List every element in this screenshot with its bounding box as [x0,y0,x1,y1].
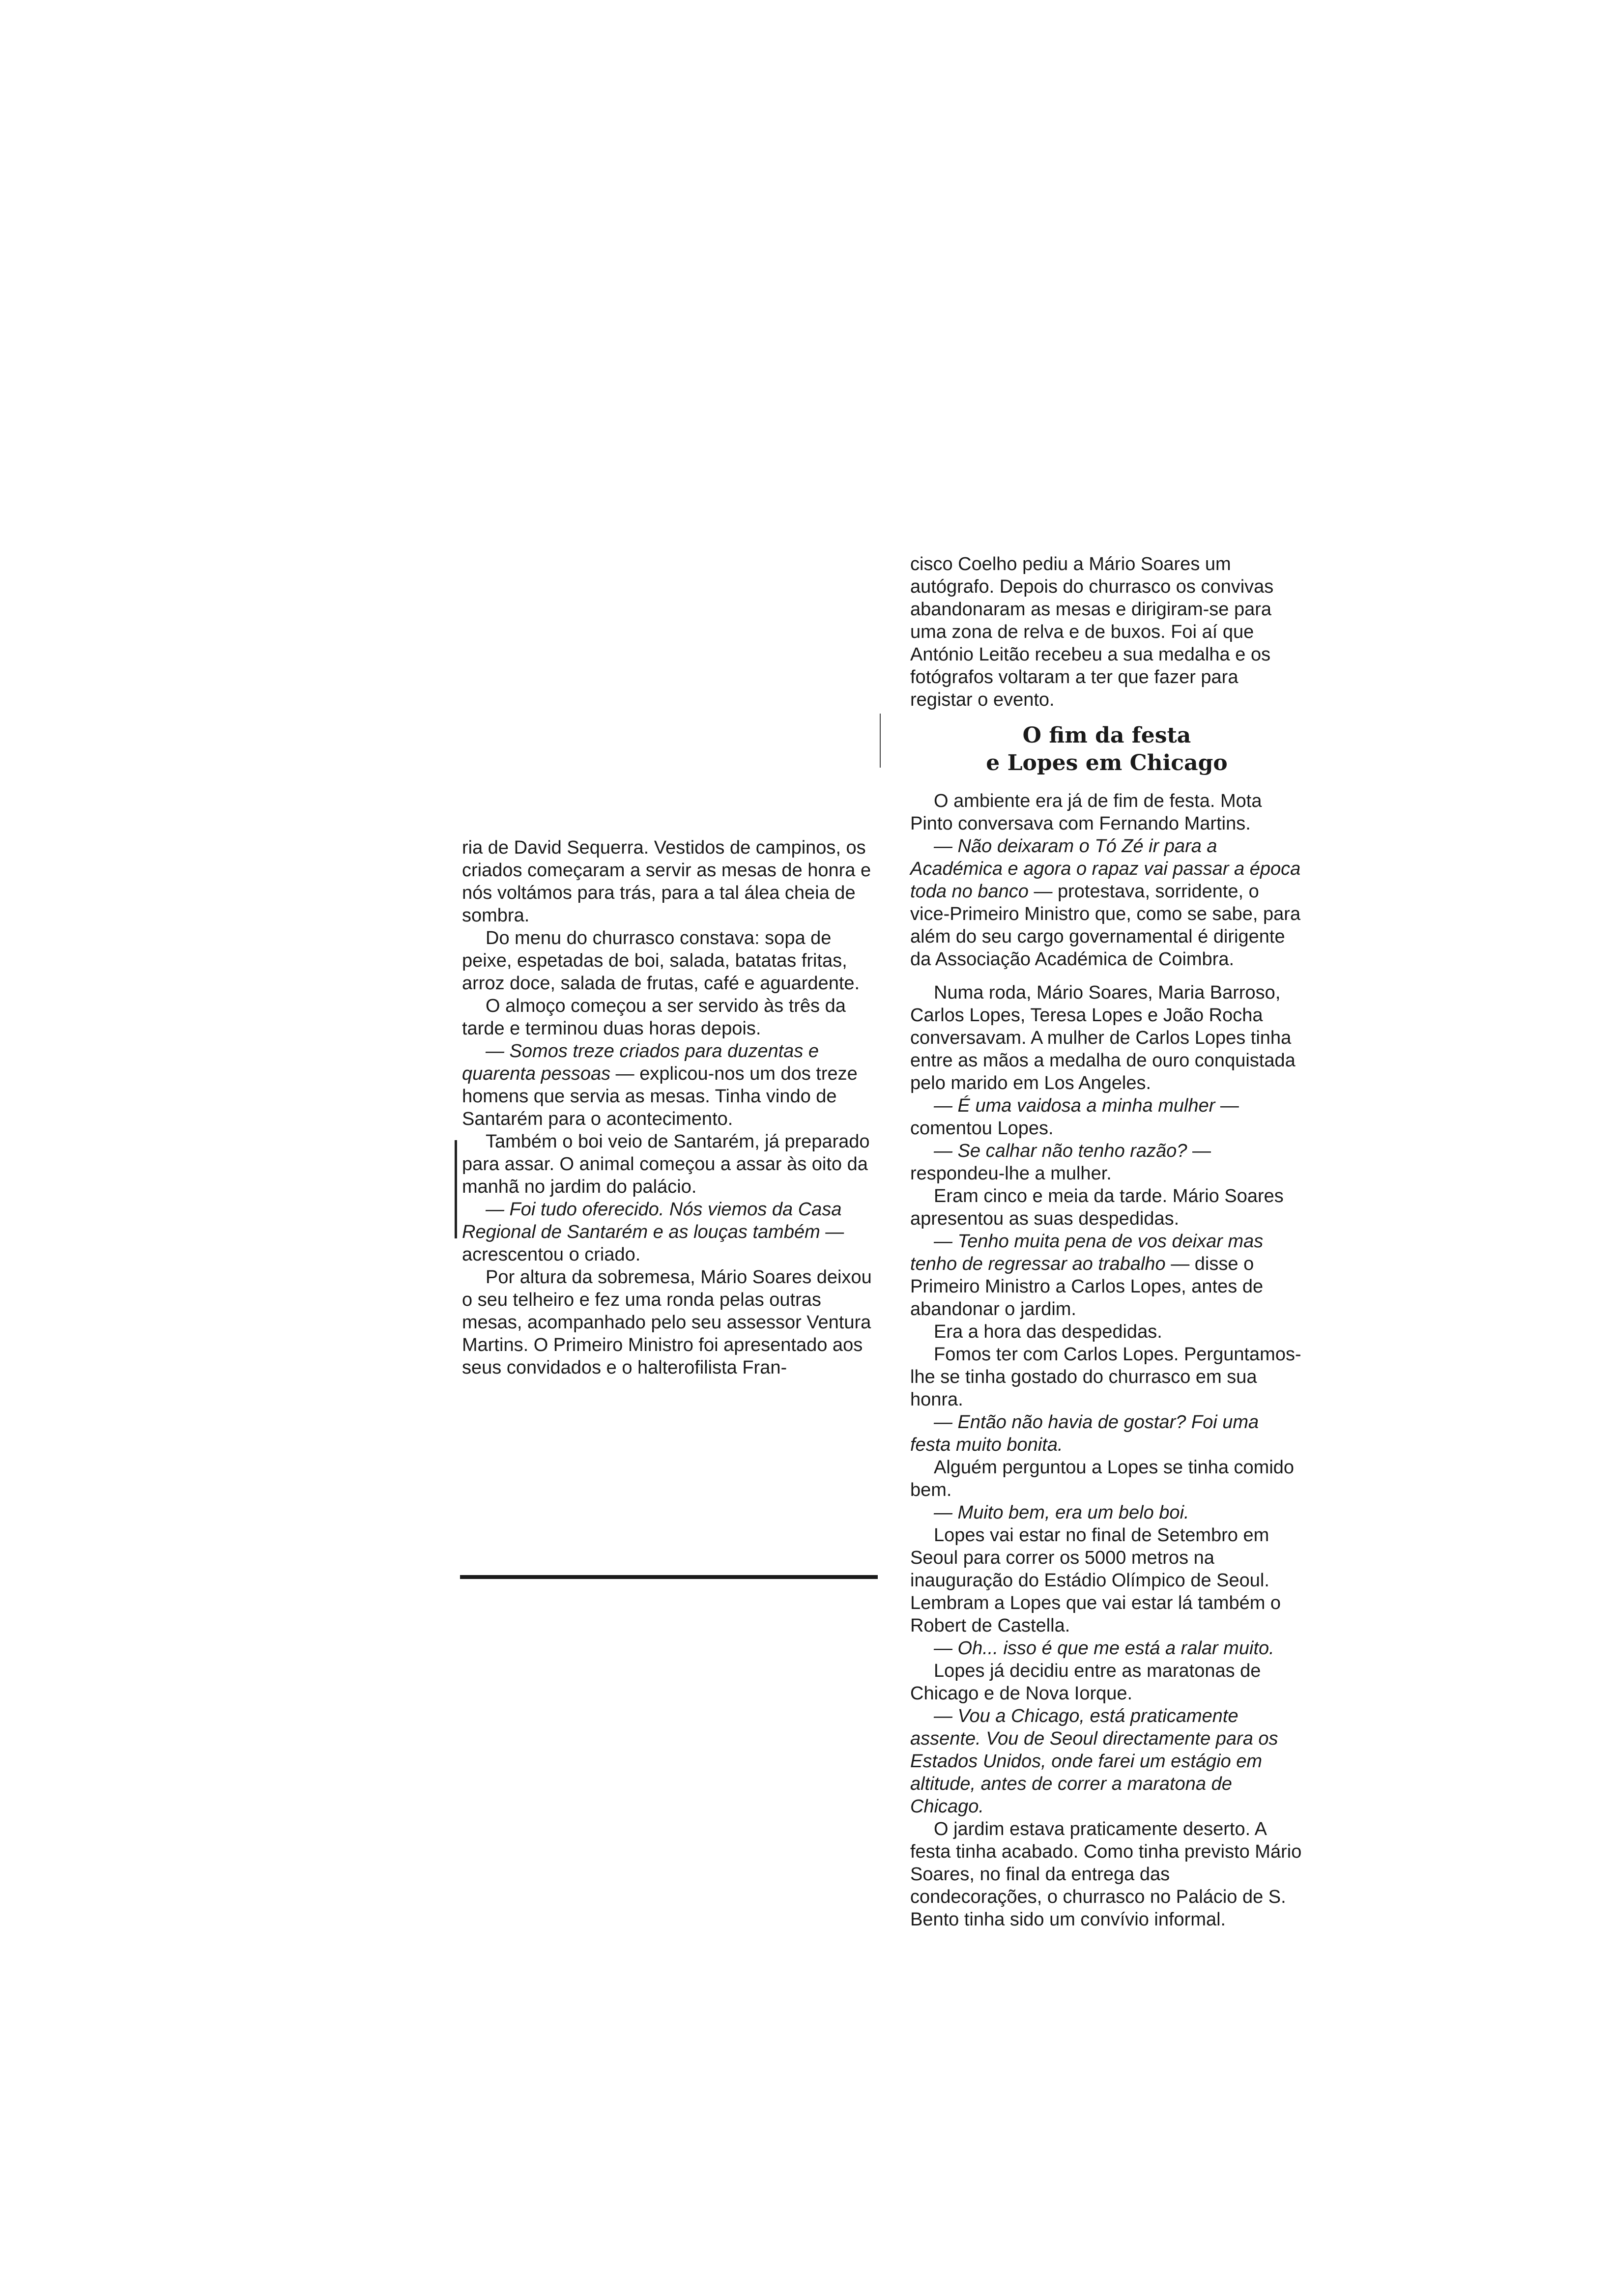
margin-mark [880,714,881,768]
body-text: Por altura da sobremesa, Mário Soares deixou o seu telheiro e fez uma ronda pelas outras mesas, acompanhado pelo seu assessor Ventura Martins. O Primeiro Ministro foi apresentado aos seus convidados e o halterofilista Fran- [462,1267,872,1378]
quote-text: — Somos treze criados para duzentas e quarenta pessoas [462,1041,819,1084]
article-paragraph [462,1040,875,1130]
article-paragraph [910,1185,1303,1230]
body-text: — disse o Primeiro Ministro a Carlos Lopes, antes de abandonar o jardim. [910,1254,1264,1320]
article-paragraph [910,1343,1303,1411]
article-paragraph [910,553,1303,711]
body-text: Lopes vai estar no final de Setembro em Seoul para correr os 5000 metros na inauguração do Estádio Olímpico de Seoul. Lembram a Lopes que vai estar lá também o Robert de Castella. [910,1525,1281,1636]
article-paragraph [910,1660,1303,1705]
right-column-top-text [910,553,1303,711]
article-column-left [462,836,875,1379]
article-paragraph [910,1501,1303,1524]
body-text: Fomos ter com Carlos Lopes. Perguntamos-lhe se tinha gostado do churrasco em sua honra. [910,1344,1301,1410]
section-heading [910,722,1303,777]
article-paragraph [910,1456,1303,1501]
article-paragraph [910,1818,1303,1931]
body-text: O almoço começou a ser servido às três da tarde e terminou duas horas depois. [462,996,846,1039]
article-paragraph [910,1524,1303,1637]
article-column-right [910,553,1303,1931]
body-text: ria de David Sequerra. Vestidos de campinos, os criados começaram a servir as mesas de honra e nós voltámos para trás, para a tal álea cheia de sombra. [462,837,871,926]
article-paragraph [910,1637,1303,1660]
article-paragraph [462,1130,875,1198]
quote-text: — Se calhar não tenho razão? [934,1141,1187,1161]
article-paragraph [910,1411,1303,1456]
article-paragraph [462,836,875,927]
body-text: — protestava, sorridente, o vice-Primeiro Ministro que, como se sabe, para além do seu cargo governamental é dirigente da Associação Académica de Coimbra. [910,881,1301,970]
heading-line-2: e Lopes em Chicago [986,750,1228,775]
body-text: O jardim estava praticamente deserto. A festa tinha acabado. Como tinha previsto Mário Soares, no final da entrega das condecorações, o churrasco no Palácio de S. Bento tinha sido um convívio informal. [910,1819,1302,1930]
quote-text: — Tenho muita pena de vos deixar mas tenho de regressar ao trabalho [910,1231,1264,1274]
quote-text: — Oh... isso é que me está a ralar muito. [934,1638,1274,1659]
body-text: — acrescentou o criado. [462,1222,844,1265]
body-text: cisco Coelho pediu a Mário Soares um autógrafo. Depois do churrasco os convivas abandonaram as mesas e dirigiram-se para uma zona de relva e de buxos. Foi aí que António Leitão recebeu a sua medalha e os fotógrafos voltaram a ter que fazer para registar o evento. [910,554,1274,710]
heading-line-1: O fim da festa [1022,723,1191,748]
column-end-rule [460,1575,878,1579]
quote-text: — Vou a Chicago, está praticamente assente. Vou de Seoul directamente para os Estados Unidos, onde farei um estágio em altitude, antes de correr a maratona de Chicago. [910,1706,1278,1817]
article-paragraph [462,927,875,995]
quote-text: — Não deixaram o Tó Zé ir para a Académica e agora o rapaz vai passar a época toda no banco [910,836,1301,902]
right-column-bottom-text [910,790,1303,1931]
quote-text: — Foi tudo oferecido. Nós viemos da Casa Regional de Santarém e as louças também [462,1199,842,1242]
article-paragraph [462,1198,875,1266]
body-text: — explicou-nos um dos treze homens que servia as mesas. Tinha vindo de Santarém para o acontecimento. [462,1063,858,1129]
article-paragraph [910,790,1303,835]
margin-mark-left [455,1140,457,1238]
article-paragraph [910,1320,1303,1343]
body-text: Eram cinco e meia da tarde. Mário Soares apresentou as suas despedidas. [910,1186,1284,1229]
body-text: Era a hora das despedidas. [934,1321,1162,1342]
quote-text: — Então não havia de gostar? Foi uma festa muito bonita. [910,1412,1259,1455]
body-text: Lopes já decidiu entre as maratonas de Chicago e de Nova Iorque. [910,1661,1261,1704]
article-paragraph [910,1094,1303,1140]
article-paragraph [910,981,1303,1094]
body-text: — respondeu-lhe a mulher. [910,1141,1211,1184]
body-text: Também o boi veio de Santarém, já preparado para assar. O animal começou a assar às oito da manhã no jardim do palácio. [462,1131,870,1197]
article-paragraph [910,835,1303,971]
article-paragraph [910,1140,1303,1185]
body-text: Alguém perguntou a Lopes se tinha comido bem. [910,1457,1295,1500]
article-paragraph [462,1266,875,1379]
body-text: O ambiente era já de fim de festa. Mota Pinto conversava com Fernando Martins. [910,791,1262,834]
article-paragraph [462,995,875,1040]
quote-text: — Muito bem, era um belo boi. [934,1502,1189,1523]
article-paragraph [910,1705,1303,1818]
quote-text: — É uma vaidosa a minha mulher [934,1095,1215,1116]
article-paragraph [910,1230,1303,1320]
body-text: — comentou Lopes. [910,1095,1239,1139]
body-text: Numa roda, Mário Soares, Maria Barroso, Carlos Lopes, Teresa Lopes e João Rocha conversavam. A mulher de Carlos Lopes tinha entre as mãos a medalha de ouro conquistada pelo marido em Los Angeles. [910,982,1295,1093]
body-text: Do menu do churrasco constava: sopa de peixe, espetadas de boi, salada, batatas fritas, arroz doce, salada de frutas, café e aguardente. [462,928,860,994]
